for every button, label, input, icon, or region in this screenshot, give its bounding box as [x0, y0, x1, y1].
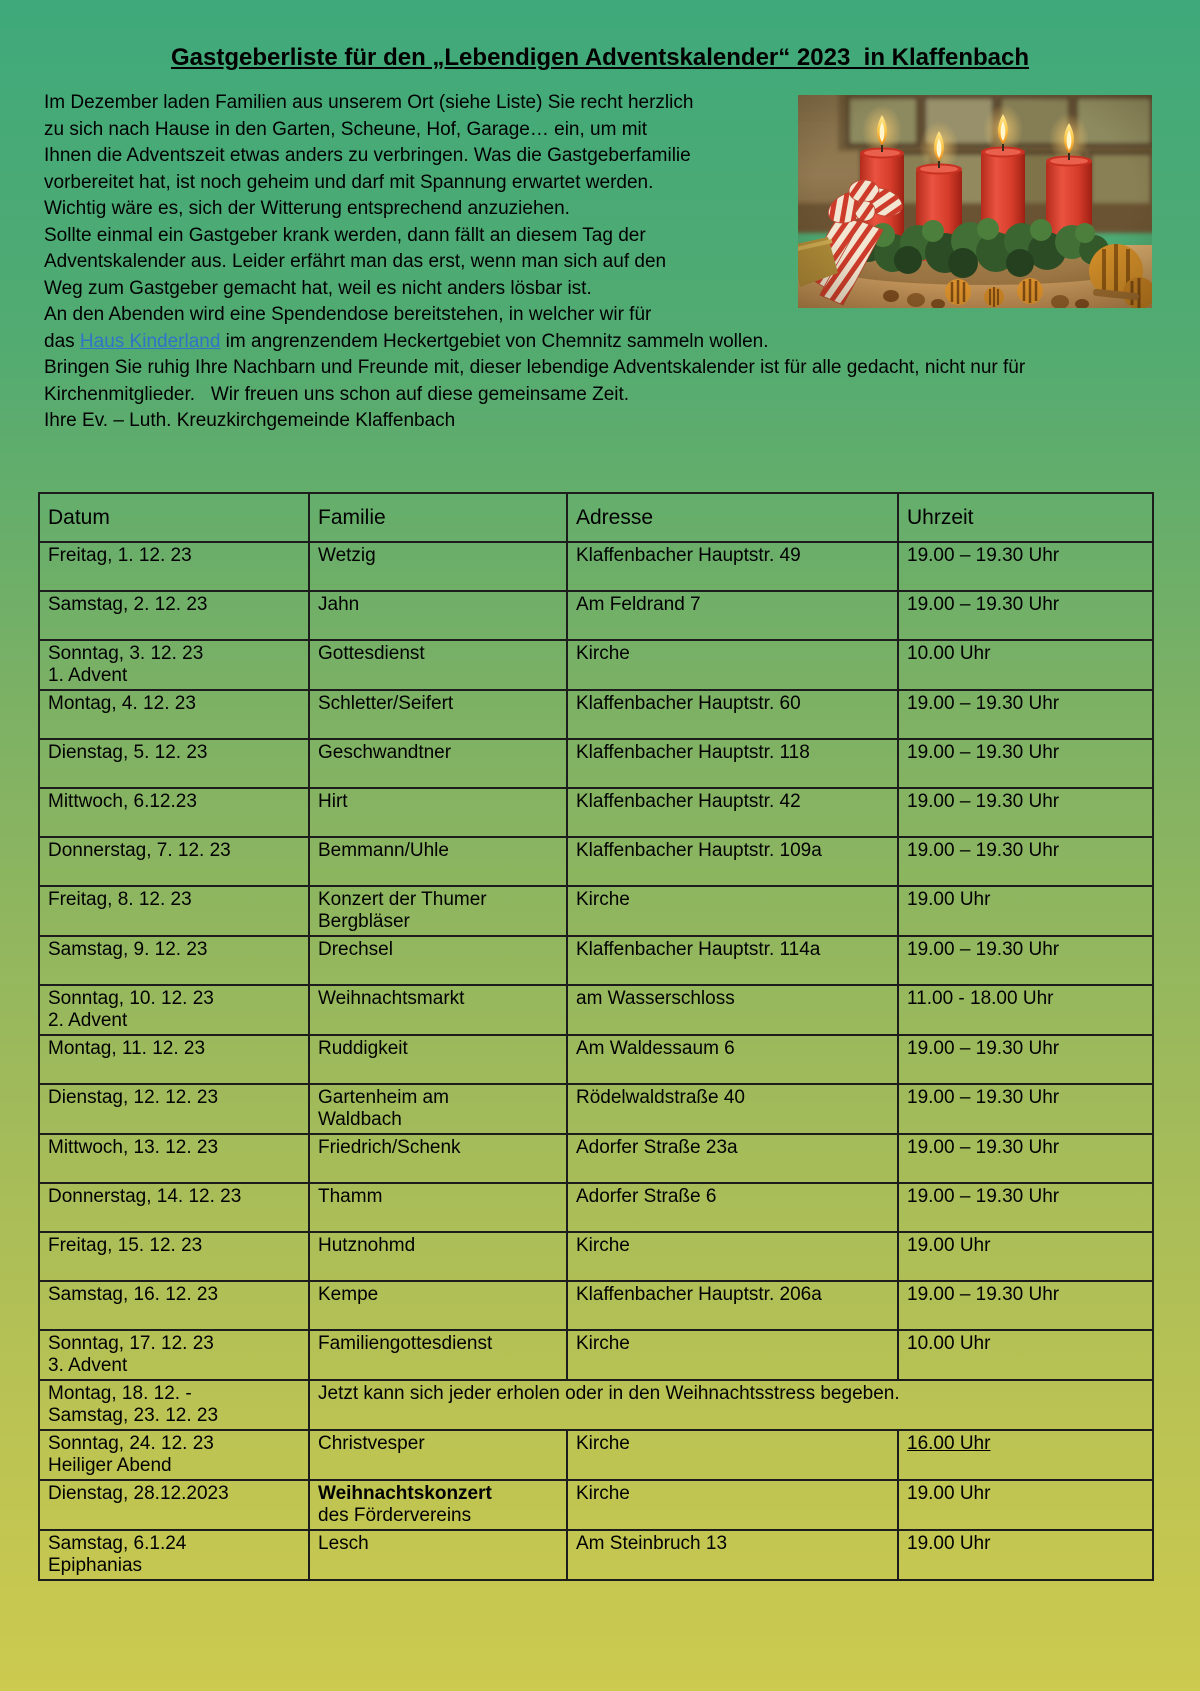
host-table-container: [38, 492, 1152, 1581]
intro-line: Ihnen die Adventszeit etwas anders zu verbringen. Was die Gastgeberfamilie: [44, 145, 691, 166]
adresse-cell: Am Feldrand 7: [567, 591, 898, 640]
adresse-cell: am Wasserschloss: [567, 985, 898, 1035]
familie-cell: Thamm: [309, 1183, 567, 1232]
datum-line: Samstag, 6.1.24: [48, 1533, 187, 1554]
familie-line: Gartenheim am: [318, 1087, 449, 1108]
adresse-cell: Klaffenbacher Hauptstr. 118: [567, 739, 898, 788]
uhrzeit-cell: 19.00 – 19.30 Uhr: [898, 788, 1153, 837]
datum-cell: Dienstag, 5. 12. 23: [39, 739, 309, 788]
header-datum: Datum: [39, 493, 309, 542]
table-row: [39, 542, 1153, 591]
datum-line: Epiphanias: [48, 1555, 143, 1576]
adresse-cell: Klaffenbacher Hauptstr. 206a: [567, 1281, 898, 1330]
adresse-cell: Adorfer Straße 6: [567, 1183, 898, 1232]
datum-line: 1. Advent: [48, 665, 128, 686]
intro-line: Ihre Ev. – Luth. Kreuzkirchgemeinde Klaffenbach: [44, 410, 456, 431]
table-row: [39, 1480, 1153, 1530]
uhrzeit-cell: 19.00 – 19.30 Uhr: [898, 690, 1153, 739]
datum-line: Heiliger Abend: [48, 1455, 172, 1476]
link-line-before: das: [44, 330, 80, 352]
uhrzeit-cell: 19.00 – 19.30 Uhr: [898, 739, 1153, 788]
adresse-cell: Am Steinbruch 13: [567, 1530, 898, 1580]
familie-cell: Hutznohmd: [309, 1232, 567, 1281]
uhrzeit-cell: 19.00 Uhr: [898, 1232, 1153, 1281]
table-row: [39, 1134, 1153, 1183]
familie-cell: [309, 1084, 567, 1134]
datum-cell: [39, 1330, 309, 1380]
datum-cell: Mittwoch, 13. 12. 23: [39, 1134, 309, 1183]
table-row: [39, 1430, 1153, 1480]
table-header-row: [39, 493, 1153, 542]
datum-cell: Donnerstag, 14. 12. 23: [39, 1183, 309, 1232]
datum-line: 2. Advent: [48, 1010, 128, 1031]
familie-cell: Kempe: [309, 1281, 567, 1330]
datum-cell: [39, 1530, 309, 1580]
table-row: [39, 1232, 1153, 1281]
table-row: [39, 1380, 1153, 1430]
familie-line: Konzert der Thumer: [318, 889, 487, 910]
familie-cell: Friedrich/Schenk: [309, 1134, 567, 1183]
adresse-cell: Kirche: [567, 1430, 898, 1480]
uhrzeit-cell: 19.00 – 19.30 Uhr: [898, 542, 1153, 591]
adresse-cell: Kirche: [567, 1330, 898, 1380]
link-line-after: im angrenzendem Heckertgebiet von Chemnitz sammeln wollen.: [220, 330, 769, 352]
familie-cell: Schletter/Seifert: [309, 690, 567, 739]
uhrzeit-cell: 11.00 - 18.00 Uhr: [898, 985, 1153, 1035]
adresse-cell: Klaffenbacher Hauptstr. 42: [567, 788, 898, 837]
uhrzeit-cell: 10.00 Uhr: [898, 1330, 1153, 1380]
uhrzeit-cell: 19.00 Uhr: [898, 1480, 1153, 1530]
adresse-cell: Am Waldessaum 6: [567, 1035, 898, 1084]
table-row: [39, 788, 1153, 837]
datum-cell: [39, 1380, 309, 1430]
intro-line: An den Abenden wird eine Spendendose bereitstehen, in welcher wir für: [44, 304, 652, 325]
uhrzeit-cell: 19.00 Uhr: [898, 1530, 1153, 1580]
datum-line: Samstag, 23. 12. 23: [48, 1405, 219, 1426]
intro-line: Weg zum Gastgeber gemacht hat, weil es nicht anders lösbar ist.: [44, 277, 592, 299]
datum-line: Sonntag, 17. 12. 23: [48, 1333, 214, 1354]
familie-cell: Christvesper: [309, 1430, 567, 1480]
familie-cell: [309, 1480, 567, 1530]
datum-cell: [39, 1430, 309, 1480]
intro-line: Im Dezember laden Familien aus unserem Ort (siehe Liste) Sie recht herzlich: [44, 92, 694, 113]
intro-line: vorbereitet hat, ist noch geheim und darf mit Spannung erwartet werden.: [44, 171, 654, 193]
familie-cell: Hirt: [309, 788, 567, 837]
datum-cell: [39, 985, 309, 1035]
datum-cell: Samstag, 16. 12. 23: [39, 1281, 309, 1330]
datum-cell: [39, 640, 309, 690]
intro-line: Sollte einmal ein Gastgeber krank werden, dann fällt an diesem Tag der: [44, 224, 646, 246]
familie-line: Waldbach: [318, 1109, 402, 1130]
table-row: [39, 936, 1153, 985]
table-row: [39, 886, 1153, 936]
uhrzeit-cell: 19.00 – 19.30 Uhr: [898, 1084, 1153, 1134]
familie-cell: Jahn: [309, 591, 567, 640]
datum-cell: Samstag, 9. 12. 23: [39, 936, 309, 985]
adresse-cell: Kirche: [567, 886, 898, 936]
note-cell: Jetzt kann sich jeder erholen oder in den Weihnachtsstress begeben.: [309, 1380, 1153, 1430]
page-title: Gastgeberliste für den „Lebendigen Adventskalender“ 2023 in Klaffenbach: [171, 44, 1029, 71]
adresse-cell: Kirche: [567, 1480, 898, 1530]
familie-cell: Bemmann/Uhle: [309, 837, 567, 886]
uhrzeit-cell: 19.00 – 19.30 Uhr: [898, 1035, 1153, 1084]
header-adresse: Adresse: [567, 493, 898, 542]
header-uhrzeit: Uhrzeit: [898, 493, 1153, 542]
table-row: [39, 739, 1153, 788]
familie-cell: Weihnachtsmarkt: [309, 985, 567, 1035]
uhrzeit-cell: 10.00 Uhr: [898, 640, 1153, 690]
host-table: [38, 492, 1154, 1581]
datum-cell: Freitag, 15. 12. 23: [39, 1232, 309, 1281]
uhrzeit-cell: 19.00 – 19.30 Uhr: [898, 837, 1153, 886]
uhrzeit-cell: 19.00 – 19.30 Uhr: [898, 936, 1153, 985]
table-row: [39, 1530, 1153, 1580]
datum-line: Sonntag, 10. 12. 23: [48, 988, 214, 1009]
intro-line: Bringen Sie ruhig Ihre Nachbarn und Freunde mit, dieser lebendige Adventskalender ist für alle gedacht, nicht nur für: [44, 357, 1026, 378]
datum-cell: Donnerstag, 7. 12. 23: [39, 837, 309, 886]
adresse-cell: Rödelwaldstraße 40: [567, 1084, 898, 1134]
table-row: [39, 1330, 1153, 1380]
datum-cell: Dienstag, 28.12.2023: [39, 1480, 309, 1530]
adresse-cell: Klaffenbacher Hauptstr. 114a: [567, 936, 898, 985]
datum-cell: Montag, 4. 12. 23: [39, 690, 309, 739]
familie-cell: Lesch: [309, 1530, 567, 1580]
familie-line: Weihnachtskonzert: [318, 1483, 492, 1504]
adresse-cell: Klaffenbacher Hauptstr. 60: [567, 690, 898, 739]
uhrzeit-cell: 16.00 Uhr: [898, 1430, 1153, 1480]
adresse-cell: Kirche: [567, 1232, 898, 1281]
table-row: [39, 1183, 1153, 1232]
adresse-cell: Klaffenbacher Hauptstr. 49: [567, 542, 898, 591]
familie-line: des Fördervereins: [318, 1505, 472, 1526]
adresse-cell: Adorfer Straße 23a: [567, 1134, 898, 1183]
datum-cell: Dienstag, 12. 12. 23: [39, 1084, 309, 1134]
familie-cell: Drechsel: [309, 936, 567, 985]
intro-line-with-link: [44, 329, 1174, 356]
intro-line: Wichtig wäre es, sich der Witterung entsprechend anzuziehen.: [44, 198, 570, 219]
uhrzeit-cell: 19.00 Uhr: [898, 886, 1153, 936]
table-row: [39, 591, 1153, 640]
intro-paragraph: [44, 90, 1174, 435]
datum-line: 3. Advent: [48, 1355, 128, 1376]
datum-cell: Mittwoch, 6.12.23: [39, 788, 309, 837]
table-row: [39, 690, 1153, 739]
datum-line: Sonntag, 3. 12. 23: [48, 643, 204, 664]
adresse-cell: Klaffenbacher Hauptstr. 109a: [567, 837, 898, 886]
familie-cell: Gottesdienst: [309, 640, 567, 690]
datum-cell: Freitag, 8. 12. 23: [39, 886, 309, 936]
intro-line: Kirchenmitglieder. Wir freuen uns schon auf diese gemeinsame Zeit.: [44, 383, 630, 405]
familie-cell: [309, 886, 567, 936]
datum-cell: Montag, 11. 12. 23: [39, 1035, 309, 1084]
haus-kinderland-link[interactable]: Haus Kinderland: [79, 330, 221, 352]
table-row: [39, 1035, 1153, 1084]
familie-cell: Wetzig: [309, 542, 567, 591]
uhrzeit-cell: 19.00 – 19.30 Uhr: [898, 1281, 1153, 1330]
header-familie: Familie: [309, 493, 567, 542]
familie-cell: Geschwandtner: [309, 739, 567, 788]
table-row: [39, 837, 1153, 886]
datum-cell: Samstag, 2. 12. 23: [39, 591, 309, 640]
datum-line: Montag, 18. 12. -: [48, 1383, 192, 1404]
uhrzeit-cell: 19.00 – 19.30 Uhr: [898, 1183, 1153, 1232]
table-row: [39, 1084, 1153, 1134]
table-row: [39, 640, 1153, 690]
familie-line: Bergbläser: [318, 911, 410, 932]
intro-line: zu sich nach Hause in den Garten, Scheune, Hof, Garage… ein, um mit: [44, 118, 648, 140]
familie-cell: Familiengottesdienst: [309, 1330, 567, 1380]
table-row: [39, 985, 1153, 1035]
table-row: [39, 1281, 1153, 1330]
datum-line: Sonntag, 24. 12. 23: [48, 1433, 214, 1454]
uhrzeit-cell: 19.00 – 19.30 Uhr: [898, 591, 1153, 640]
adresse-cell: Kirche: [567, 640, 898, 690]
intro-line: Adventskalender aus. Leider erfährt man das erst, wenn man sich auf den: [44, 251, 667, 272]
familie-cell: Ruddigkeit: [309, 1035, 567, 1084]
datum-cell: Freitag, 1. 12. 23: [39, 542, 309, 591]
uhrzeit-cell: 19.00 – 19.30 Uhr: [898, 1134, 1153, 1183]
